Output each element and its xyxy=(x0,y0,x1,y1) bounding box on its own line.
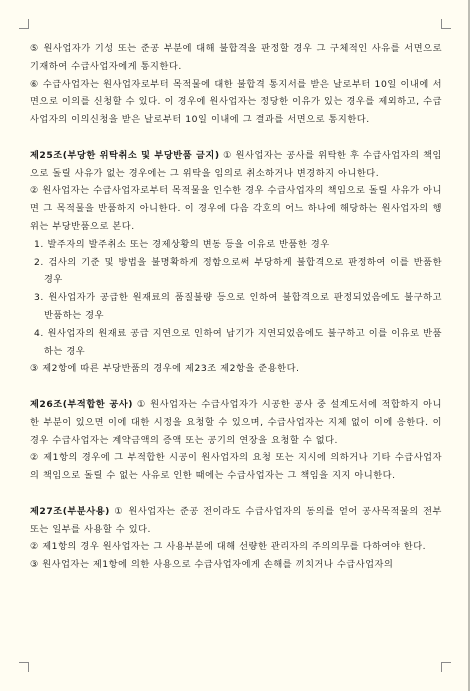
article-27-para-1 xyxy=(30,503,442,539)
article-27-para-3: ③ 원사업자는 제1항에 의한 사용으로 수급사업자에게 손해를 끼치거나 수급사업자의 xyxy=(30,559,394,571)
list-item xyxy=(30,289,442,325)
article-26-title: 제26조(부적합한 공사) xyxy=(30,398,134,410)
page-corner-mark xyxy=(441,19,451,29)
spacer xyxy=(30,378,442,396)
page-corner-mark xyxy=(441,662,451,672)
paragraph-6: ⑥ 수급사업자는 원사업자로부터 목적물에 대한 불합격 통지서를 받은 날로부터 10일 이내에 서면으로 이의를 신청할 수 있다. 이 경우에 원사업자는 정당한 이유가 있는 경우를 제외하고, 수급사업자의 이의신청을 받은 날로부터 10일 이내에 그 결과를 서면으로 통지한다. xyxy=(30,78,442,126)
article-25-para-1 xyxy=(30,147,442,183)
list-item-number: 2. xyxy=(34,256,44,268)
paragraph-5: ⑤ 원사업자가 기성 또는 준공 부분에 대해 불합격을 판정할 경우 그 구체적인 사유를 서면으로 기재하여 수급사업자에게 통지한다. xyxy=(30,43,442,72)
list-item xyxy=(30,325,442,361)
article-25-para-3: ③ 제2항에 따른 부당반품의 경우에 제23조 제2항을 준용한다. xyxy=(30,363,300,375)
list-item xyxy=(30,236,442,254)
list-item-text: 원사업자가 공급한 원재료의 품질불량 등으로 인하여 불합격으로 판정되었음에도 불구하고 반품하는 경우 xyxy=(44,292,442,321)
article-27-para-1-text: ① 원사업자는 준공 전이라도 수급사업자의 동의를 얻어 공사목적물의 전부 또는 일부를 사용할 수 있다. xyxy=(30,505,442,535)
page-corner-mark xyxy=(19,19,29,29)
spacer xyxy=(30,485,442,503)
list-item-text: 원사업자의 원재료 공급 지연으로 인하여 납기가 지연되었음에도 불구하고 이를 이유로 반품하는 경우 xyxy=(44,327,442,357)
list-item-number: 1. xyxy=(34,238,44,250)
article-26-para-2: ② 제1항의 경우에 그 부적합한 시공이 원사업자의 요청 또는 지시에 의하거나 기타 수급사업자의 책임으로 돌릴 수 없는 사유로 인한 때에는 수급사업자는 그 책임을 지지 아니한다. xyxy=(30,452,442,482)
article-27-para-2: ② 제1항의 경우 원사업자는 그 사용부분에 대해 선량한 관리자의 주의의무를 다하여야 한다. xyxy=(30,541,427,553)
article-26-para-1-text: ① 원사업자는 수급사업자가 시공한 공사 중 설계도서에 적합하지 아니한 부분이 있으면 이에 대한 시정을 요청할 수 있으며, 수급사업자는 지체 없이 이에 응한다. 이 경우 수급사업자는 계약금액의 증액 또는 공기의 연장을 요청할 수 없다. xyxy=(30,398,442,446)
article-26-para-1 xyxy=(30,396,442,449)
document-body xyxy=(30,40,442,574)
list-item-number: 4. xyxy=(34,327,44,339)
article-25-title: 제25조(부당한 위탁취소 및 부당반품 금지) xyxy=(30,149,220,161)
list-item-number: 3. xyxy=(34,292,44,304)
article-25-para-2: ② 원사업자는 수급사업자로부터 목적물을 인수한 경우 수급사업자의 책임으로 돌릴 사유가 아니면 그 목적물을 반품하지 아니한다. 이 경우에 다음 각호의 어느 하나에 해당하는 원사업자의 행위는 부당반품으로 본다. xyxy=(30,185,442,232)
article-25-para-1-text: ① 원사업자는 공사를 위탁한 후 수급사업자의 책임으로 돌릴 사유가 없는 경우에는 그 위탁을 임의로 취소하거나 변경하지 아니한다. xyxy=(30,149,442,179)
page-corner-mark xyxy=(19,662,29,672)
list-item xyxy=(30,254,442,290)
list-item-text: 발주자의 발주취소 또는 경제상황의 변동 등을 이유로 반품한 경우 xyxy=(47,238,330,250)
spacer xyxy=(30,129,442,147)
list-item-text: 검사의 기준 및 방법을 불명확하게 정함으로써 부당하게 불합격으로 판정하여 이를 반품한 경우 xyxy=(44,256,442,286)
article-27-title: 제27조(부분사용) xyxy=(30,505,110,517)
